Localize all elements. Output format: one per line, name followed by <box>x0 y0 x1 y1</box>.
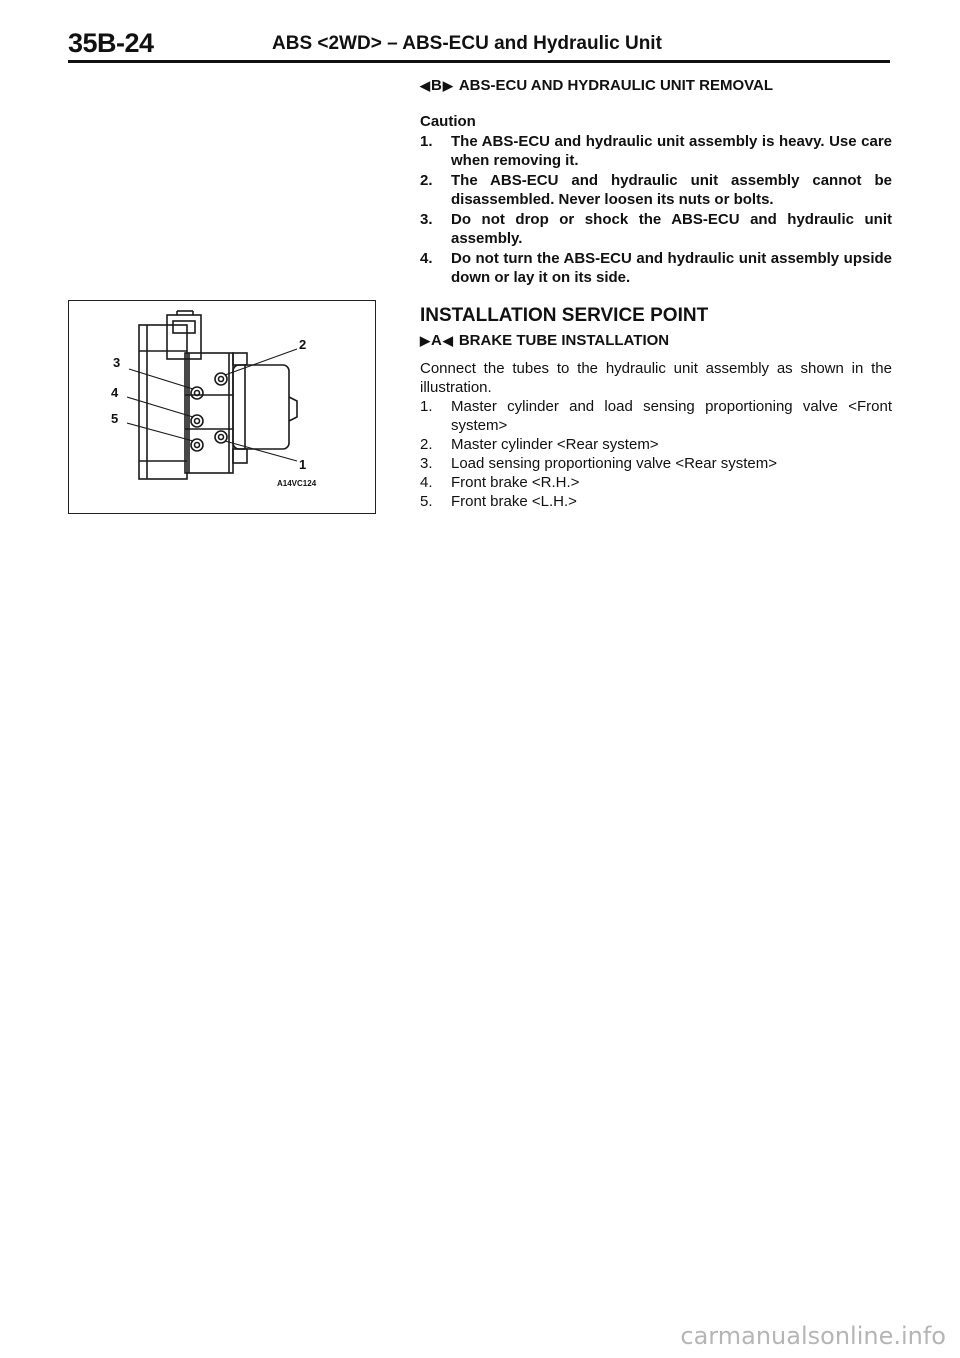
callout-5: 5 <box>111 411 119 426</box>
list-item <box>420 473 892 492</box>
list-number: 3. <box>420 455 433 472</box>
left-triangle-icon: ◀ <box>442 332 453 348</box>
hydraulic-unit-illustration <box>68 300 376 514</box>
caution-item <box>420 249 892 288</box>
figure-code: A14VC124 <box>277 479 317 488</box>
list-text: Master cylinder and load sensing proportioning valve <Front system> <box>451 398 892 434</box>
caution-item <box>420 171 892 210</box>
caution-number: 4. <box>420 249 433 267</box>
caution-number: 2. <box>420 171 433 189</box>
list-text: Front brake <L.H.> <box>451 493 577 510</box>
removal-heading <box>420 77 773 94</box>
installation-intro: Connect the tubes to the hydraulic unit assembly as shown in the illustration. <box>420 360 892 396</box>
list-text: Front brake <R.H.> <box>451 474 580 491</box>
list-item <box>420 435 892 454</box>
watermark: carmanualsonline.info <box>680 1322 946 1350</box>
list-item <box>420 492 892 511</box>
list-text: Load sensing proportioning valve <Rear system> <box>451 455 778 472</box>
callout-3: 3 <box>113 355 121 370</box>
installation-body <box>420 359 892 511</box>
removal-marker <box>420 77 453 94</box>
callout-2: 2 <box>299 337 307 352</box>
right-triangle-icon: ▶ <box>442 77 453 93</box>
list-item <box>420 454 892 473</box>
page-number: 35B-24 <box>68 28 154 58</box>
right-triangle-icon: ▶ <box>420 332 430 348</box>
caution-block <box>420 112 892 288</box>
caution-text: Do not drop or shock the ABS-ECU and hydraulic unit assembly. <box>451 210 892 247</box>
caution-title: Caution <box>420 113 476 130</box>
header-rule <box>68 60 890 63</box>
removal-heading-text: ABS-ECU AND HYDRAULIC UNIT REMOVAL <box>458 77 774 94</box>
installation-heading: INSTALLATION SERVICE POINT <box>420 305 709 326</box>
section-title: ABS <2WD> – ABS-ECU and Hydraulic Unit <box>272 33 662 54</box>
installation-marker-letter: A <box>431 332 442 349</box>
page-header <box>68 28 890 64</box>
list-number: 5. <box>420 493 433 510</box>
caution-text: The ABS-ECU and hydraulic unit assembly is heavy. Use care when removing it. <box>451 132 892 169</box>
list-text: Master cylinder <Rear system> <box>451 436 659 453</box>
list-item <box>420 397 892 435</box>
brake-tube-heading <box>420 332 669 349</box>
left-triangle-icon: ◀ <box>420 77 430 93</box>
removal-marker-letter: B <box>431 77 442 94</box>
caution-text: Do not turn the ABS-ECU and hydraulic unit assembly upside down or lay it on its side. <box>451 249 892 286</box>
caution-text: The ABS-ECU and hydraulic unit assembly cannot be disassembled. Never loosen its nuts or bolts. <box>451 171 892 208</box>
caution-number: 1. <box>420 132 433 150</box>
list-number: 2. <box>420 436 433 453</box>
caution-item <box>420 132 892 171</box>
callout-4: 4 <box>111 385 119 400</box>
installation-marker <box>420 332 453 349</box>
brake-tube-heading-text: BRAKE TUBE INSTALLATION <box>458 332 670 349</box>
callout-1: 1 <box>299 457 307 472</box>
caution-item <box>420 210 892 249</box>
caution-number: 3. <box>420 210 433 228</box>
hydraulic-unit-drawing <box>69 301 375 513</box>
list-number: 1. <box>420 398 433 415</box>
list-number: 4. <box>420 474 433 491</box>
